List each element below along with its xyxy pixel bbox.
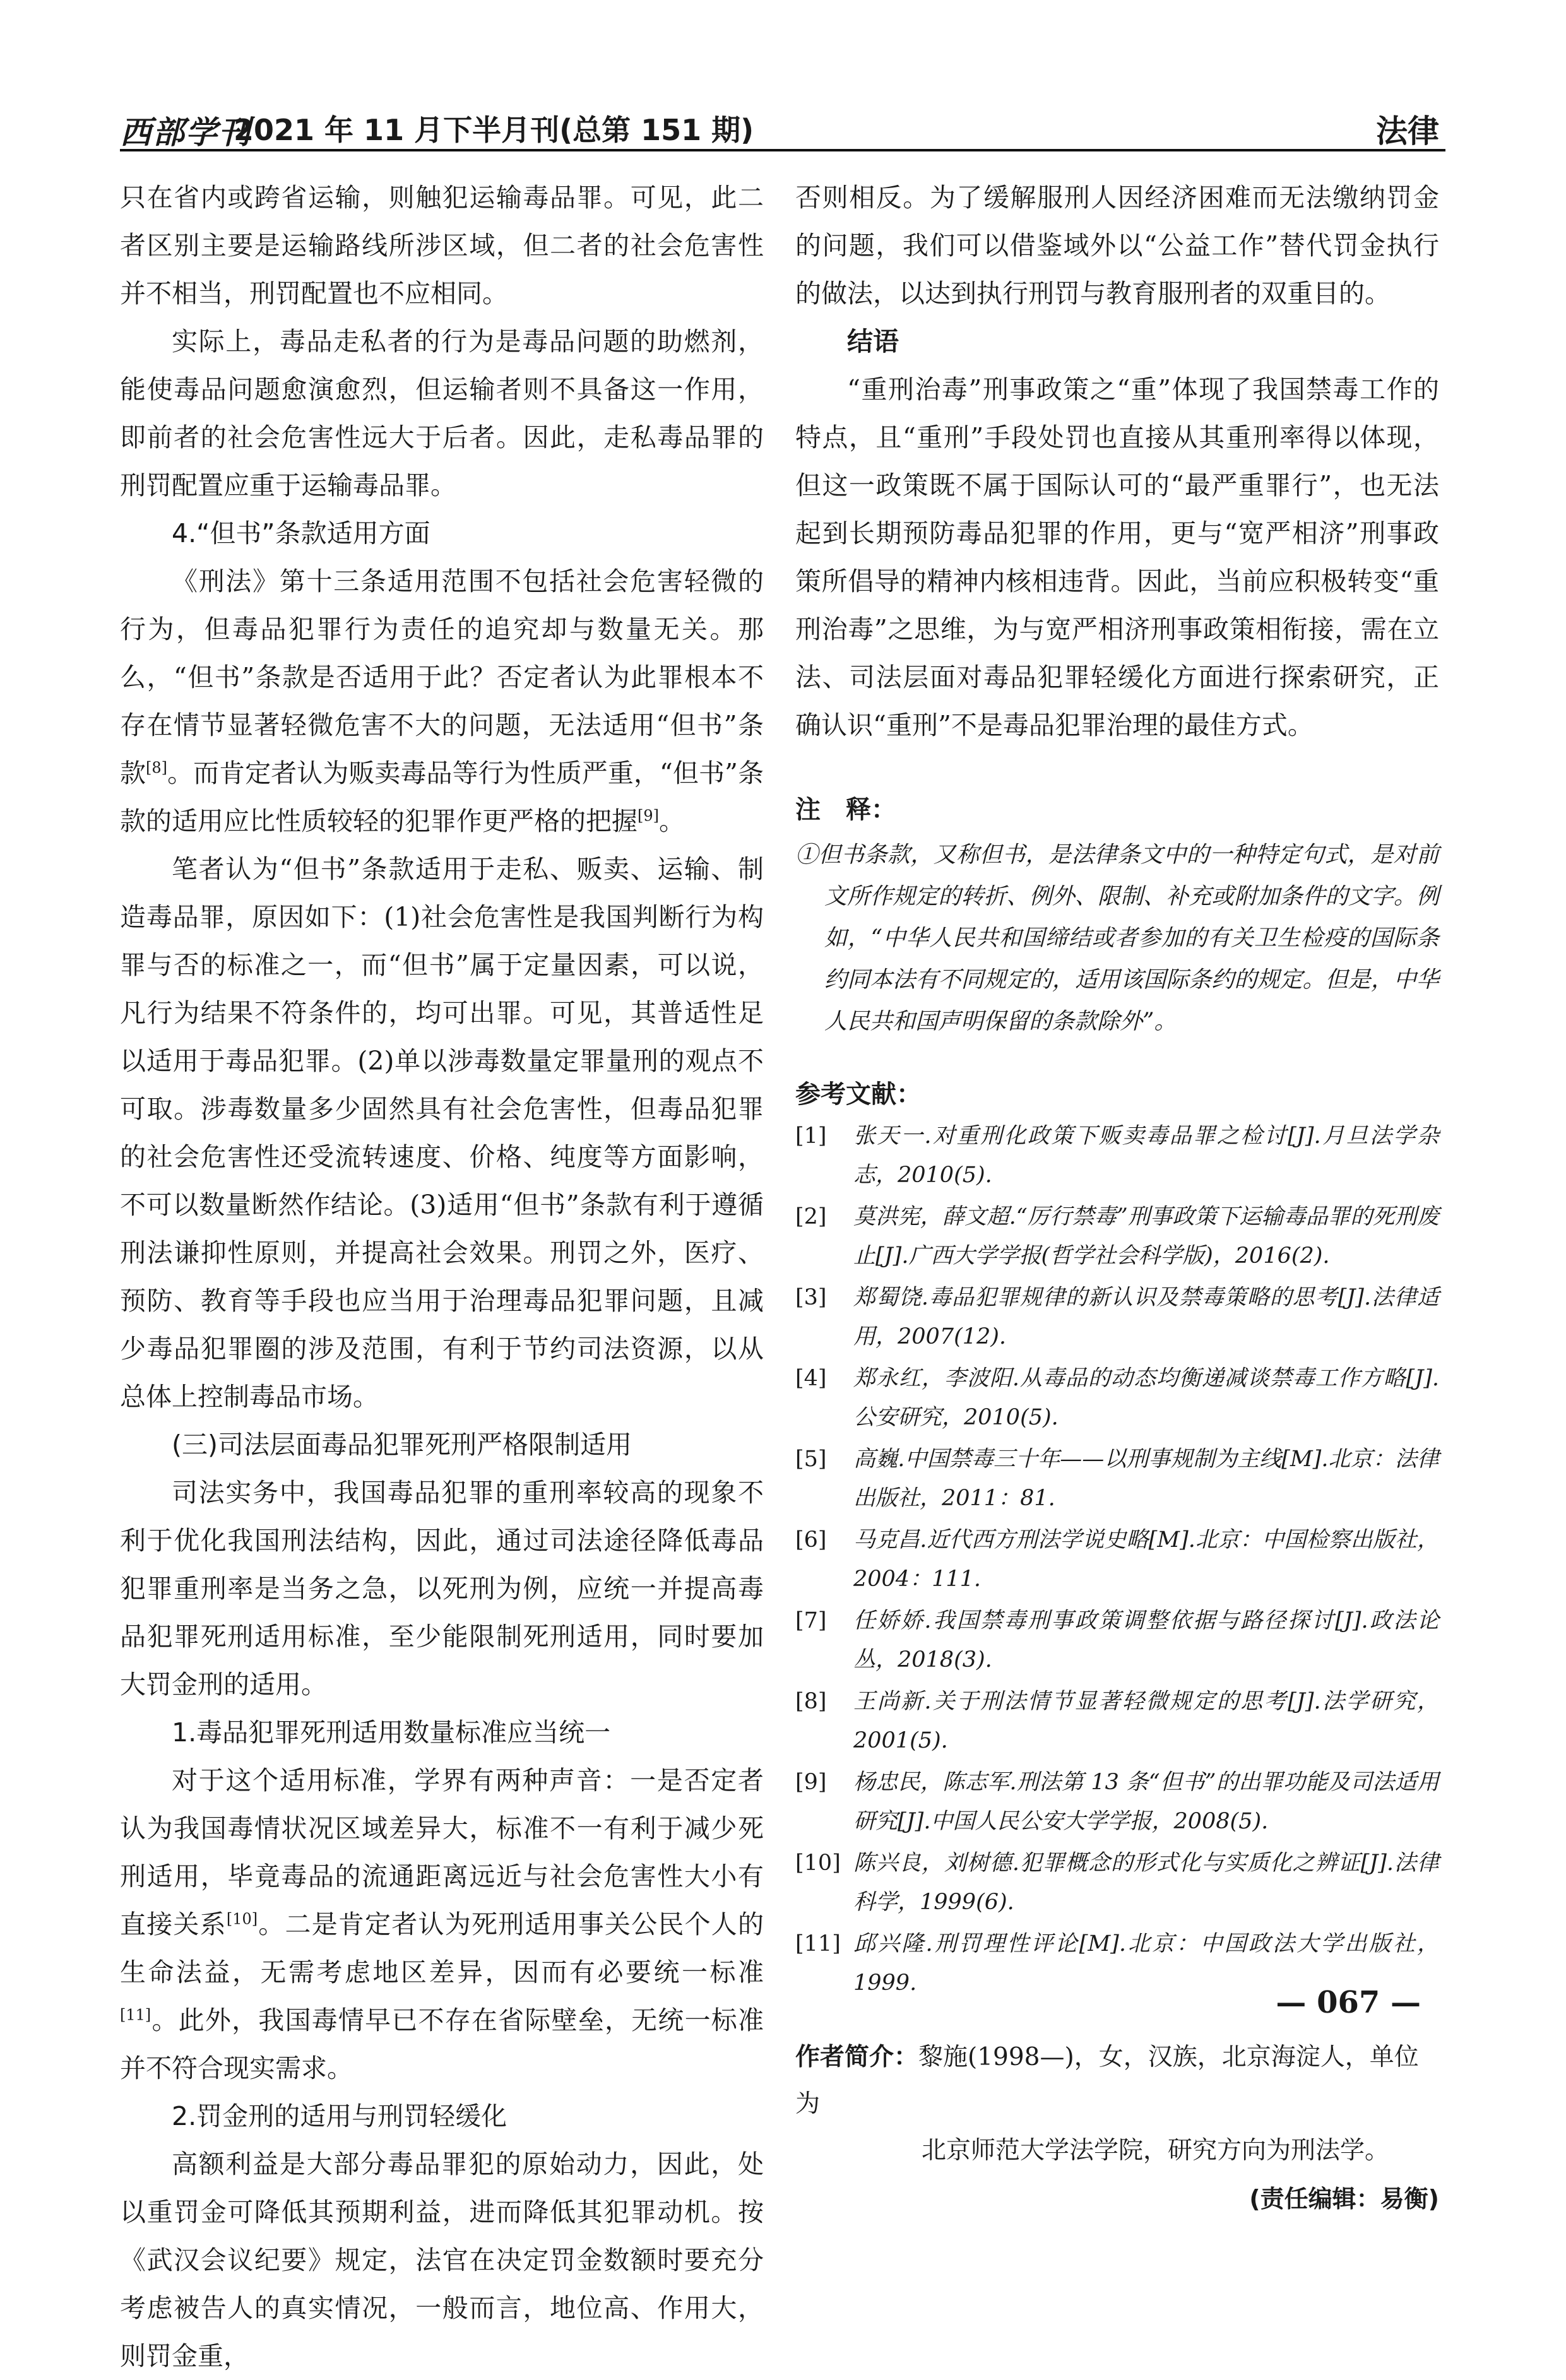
reference-text: 莫洪宪，薛文超.“厉行禁毒”刑事政策下运输毒品罪的死刑废止[J].广西大学学报(哲学社会科学版)，2016(2).: [853, 1204, 1439, 1269]
responsible-editor: (责任编辑：易衡): [1249, 2185, 1439, 2213]
section-heading: 2.罚金刑的适用与刑罚轻缓化: [172, 2101, 507, 2131]
reference-item: [795, 1763, 1439, 1841]
reference-item: [795, 1844, 1439, 1922]
reference-number: [9]: [795, 1770, 827, 1795]
issue-info: 2021 年 11 月下半月刊(总第 151 期): [234, 113, 754, 147]
body-paragraph: “重刑治毒”刑事政策之“重”体现了我国禁毒工作的特点，且“重刑”手段处罚也直接从其重刑率得以体现，但这一政策既不属于国际认可的“最严重罪行”，也无法起到长期预防毒品犯罪的作用，更与“宽严相济”刑事政策所倡导的精神内核相违背。因此，当前应积极转变“重刑治毒”之思维，为与宽严相济刑事政策相衔接，需在立法、司法层面对毒品犯罪轻缓化方面进行探索研究，正确认识“重刑”不是毒品犯罪治理的最佳方式。: [795, 374, 1439, 740]
body-paragraph: 司法实务中，我国毒品犯罪的重刑率较高的现象不利于优化我国刑法结构，因此，通过司法途径降低毒品犯罪重刑率是当务之急，以死刑为例，应统一并提高毒品犯罪死刑适用标准，至少能限制死刑适用，同时要加大罚金刑的适用。: [120, 1477, 764, 1700]
reference-number: [3]: [795, 1285, 827, 1310]
reference-text: 邱兴隆.刑罚理性评论[M].北京：中国政法大学出版社，1999.: [853, 1931, 1439, 1996]
section-heading: 1.毒品犯罪死刑适用数量标准应当统一: [172, 1717, 611, 1748]
reference-item: [795, 1682, 1439, 1760]
reference-item: [795, 1116, 1439, 1195]
reference-text: 陈兴良，刘树德.犯罪概念的形式化与实质化之辨证[J].法律科学，1999(6).: [853, 1850, 1439, 1915]
reference-item: [795, 1440, 1439, 1518]
body-paragraph: 笔者认为“但书”条款适用于走私、贩卖、运输、制造毒品罪，原因如下：(1)社会危害性是我国判断行为构罪与否的标准之一，而“但书”属于定量因素，可以说，凡行为结果不符条件的，均可出罪。可见，其普适性足以适用于毒品犯罪。(2)单以涉毒数量定罪量刑的观点不可取。涉毒数量多少固然具有社会危害性，但毒品犯罪的社会危害性还受流转速度、价格、纯度等方面影响，不可以数量断然作结论。(3)适用“但书”条款有利于遵循刑法谦抑性原则，并提高社会效果。刑罚之外，医疗、预防、教育等手段也应当用于治理毒品犯罪问题，且减少毒品犯罪圈的涉及范围，有利于节约司法资源，以从总体上控制毒品市场。: [120, 854, 764, 1412]
reference-number: [7]: [795, 1608, 827, 1633]
section-heading: (三)司法层面毒品犯罪死刑严格限制适用: [172, 1430, 632, 1460]
reference-number: [6]: [795, 1527, 827, 1553]
reference-item: [795, 1278, 1439, 1356]
reference-number: [8]: [795, 1689, 827, 1714]
body-paragraph: 实际上，毒品走私者的行为是毒品问题的助燃剂，能使毒品问题愈演愈烈，但运输者则不具备这一作用，即前者的社会危害性远大于后者。因此，走私毒品罪的刑罚配置应重于运输毒品罪。: [120, 326, 764, 500]
page-number: — 067 —: [1276, 1985, 1421, 2020]
citation-marker: [8]: [146, 759, 168, 777]
references-list: [795, 1116, 1439, 2003]
author-label: 作者简介：: [795, 2043, 919, 2071]
references-title: 参考文献：: [795, 1080, 922, 1109]
reference-item: [795, 1520, 1439, 1599]
reference-number: [10]: [795, 1850, 841, 1876]
body-paragraph: 高额利益是大部分毒品罪犯的原始动力，因此，处以重罚金可降低其预期利益，进而降低其犯罪动机。按《武汉会议纪要》规定，法官在决定罚金数额时要充分考虑被告人的真实情况，一般而言，地位高、作用大，则罚金重，: [120, 2149, 764, 2371]
reference-text: 郑蜀饶.毒品犯罪规律的新认识及禁毒策略的思考[J].法律适用，2007(12).: [853, 1285, 1439, 1349]
page-header: [120, 95, 1445, 151]
body-paragraph: 只在省内或跨省运输，则触犯运输毒品罪。可见，此二者区别主要是运输路线所涉区域，但二者的社会危害性并不相当，刑罚配置也不应相同。: [120, 182, 764, 309]
notes-list: [795, 834, 1439, 1043]
reference-item: [795, 1359, 1439, 1437]
section-label: 法律: [1376, 113, 1439, 150]
right-column: [795, 174, 1439, 2214]
reference-text: 杨忠民，陈志军.刑法第 13 条“但书”的出罪功能及司法适用研究[J].中国人民公安大学学报，2008(5).: [853, 1770, 1439, 1834]
reference-text: 高巍.中国禁毒三十年——以刑事规制为主线[M].北京：法律出版社，2011：81.: [853, 1447, 1439, 1511]
reference-text: 马克昌.近代西方刑法学说史略[M].北京：中国检察出版社，2004：111.: [853, 1527, 1439, 1592]
reference-number: [5]: [795, 1447, 827, 1472]
citation-marker: [11]: [120, 2006, 151, 2024]
section-heading: 结语: [847, 326, 899, 357]
author-bio: [795, 2034, 1439, 2174]
body-paragraph: 否则相反。为了缓解服刑人因经济困难而无法缴纳罚金的问题，我们可以借鉴域外以“公益工作”替代罚金执行的做法，以达到执行刑罚与教育服刑者的双重目的。: [795, 182, 1439, 309]
reference-text: 郑永红，李波阳.从毒品的动态均衡递减谈禁毒工作方略[J].公安研究，2010(5).: [853, 1366, 1439, 1430]
body-paragraph: 《刑法》第十三条适用范围不包括社会危害轻微的行为，但毒品犯罪行为责任的追究却与数量无关。那么，“但书”条款是否适用于此？否定者认为此罪根本不存在情节显著轻微危害不大的问题，无法适用“但书”条款[8]。而肯定者认为贩卖毒品等行为性质严重，“但书”条款的适用应比性质较轻的犯罪作更严格的把握[9]。: [120, 566, 764, 836]
reference-text: 任娇娇.我国禁毒刑事政策调整依据与路径探讨[J].政法论丛，2018(3).: [853, 1608, 1439, 1673]
reference-item: [795, 1601, 1439, 1679]
reference-number: [2]: [795, 1204, 827, 1229]
notes-title: 注 释：: [795, 795, 896, 824]
citation-marker: [10]: [226, 1910, 258, 1928]
reference-text: 王尚新.关于刑法情节显著轻微规定的思考[J].法学研究，2001(5).: [853, 1689, 1439, 1753]
reference-item: [795, 1197, 1439, 1276]
note-item: ①但书条款，又称但书，是法律条文中的一种特定句式，是对前文所作规定的转折、例外、限制、补充或附加条件的文字。例如，“中华人民共和国缔结或者参加的有关卫生检疫的国际条约同本法有不同规定的，适用该国际条约的规定。但是，中华人民共和国声明保留的条款除外”。: [795, 842, 1439, 1034]
reference-number: [1]: [795, 1123, 827, 1149]
journal-logo: 西部学刊: [120, 114, 251, 151]
author-line2: 北京师范大学法学院，研究方向为刑法学。: [922, 2136, 1390, 2165]
reference-text: 张天一.对重刑化政策下贩卖毒品罪之检讨[J].月旦法学杂志，2010(5).: [853, 1123, 1439, 1188]
author-line1: 黎施(1998—)，女，汉族，北京海淀人，单位为: [795, 2043, 1419, 2118]
section-heading: 4.“但书”条款适用方面: [172, 518, 430, 548]
body-paragraph: 对于这个适用标准，学界有两种声音：一是否定者认为我国毒情状况区域差异大，标准不一有利于减少死刑适用，毕竟毒品的流通距离远近与社会危害性大小有直接关系[10]。二是肯定者认为死刑适用事关公民个人的生命法益，无需考虑地区差异，因而有必要统一标准[11]。此外，我国毒情早已不存在省际壁垒，无统一标准并不符合现实需求。: [120, 1765, 764, 2083]
reference-number: [4]: [795, 1366, 827, 1391]
left-column: [120, 174, 764, 2380]
citation-marker: [9]: [638, 807, 659, 825]
reference-number: [11]: [795, 1931, 841, 1957]
